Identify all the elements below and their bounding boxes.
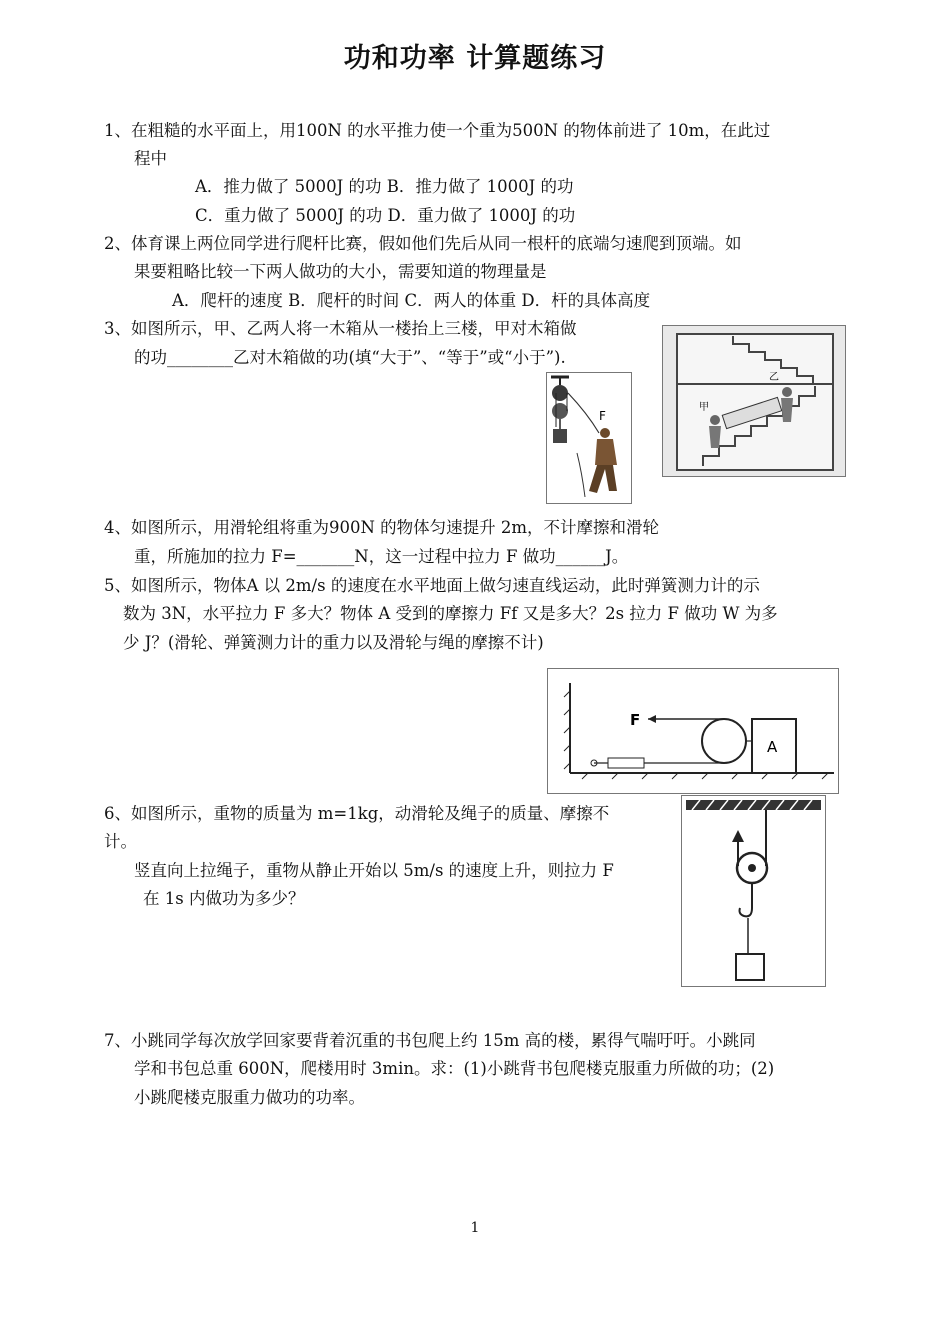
page-number: 1 — [470, 1220, 480, 1236]
q5-line3: 少 J？(滑轮、弹簧测力计的重力以及滑轮与绳的摩擦不计) — [123, 633, 544, 652]
staircase-figure — [662, 325, 846, 477]
q7-line3: 小跳爬楼克服重力做功的功率。 — [134, 1088, 365, 1107]
q1-options-cd: C．重力做了 5000J 的功 D．重力做了 1000J 的功 — [195, 206, 576, 225]
q2-line2: 果要粗略比较一下两人做功的大小，需要知道的物理量是 — [134, 262, 547, 281]
q2-line1: 2、体育课上两位同学进行爬杆比赛，假如他们先后从同一根杆的底端匀速爬到顶端。如 — [104, 234, 742, 253]
q6-line3: 竖直向上拉绳子，重物从静止开始以 5m/s 的速度上升，则拉力 F — [134, 861, 614, 880]
q7-line2: 学和书包总重 600N，爬楼用时 3min。求：(1)小跳背书包爬楼克服重力所做的功；(2) — [134, 1059, 775, 1078]
q3-yi-label: 乙 — [769, 372, 779, 383]
q4-line1: 4、如图所示，用滑轮组将重为900N 的物体匀速提升 2m，不计摩擦和滑轮 — [104, 518, 660, 537]
q3-jia-label: 甲 — [699, 402, 709, 413]
q4-force-label: F — [599, 409, 606, 423]
q2-options: A．爬杆的速度 B．爬杆的时间 C．两人的体重 D．杆的具体高度 — [172, 291, 651, 310]
horizontal-pulley-figure — [547, 668, 839, 794]
q6-line2: 计。 — [104, 832, 137, 851]
q7-line1: 7、小跳同学每次放学回家要背着沉重的书包爬上约 15m 高的楼，累得气喘吁吁。小跳同 — [104, 1031, 756, 1050]
q5-line2: 数为 3N，水平拉力 F 多大？物体 A 受到的摩擦力 Ff 又是多大？2s 拉力 F 做功 W 为多 — [123, 604, 778, 623]
q6-line4: 在 1s 内做功为多少？ — [143, 889, 305, 908]
q1-line2: 程中 — [134, 149, 167, 168]
q4-line2: 重，所施加的拉力 F=_______N，这一过程中拉力 F 做功______J。 — [134, 547, 629, 566]
q6-line1: 6、如图所示，重物的质量为 m=1kg，动滑轮及绳子的质量、摩擦不 — [104, 804, 610, 823]
pulley-puller-figure — [546, 372, 632, 504]
q5-line1: 5、如图所示，物体A 以 2m/s 的速度在水平地面上做匀速直线运动，此时弹簧测力计的示 — [104, 576, 760, 595]
q3-line2: 的功________乙对木箱做的功(填“大于”、“等于”或“小于”). — [134, 348, 566, 367]
q1-line1: 1、在粗糙的水平面上，用100N 的水平推力使一个重为500N 的物体前进了 10m，在此过 — [104, 121, 771, 140]
q5-force-label: F — [630, 711, 641, 729]
q1-options-ab: A．推力做了 5000J 的功 B．推力做了 1000J 的功 — [195, 177, 574, 196]
q3-line1: 3、如图所示，甲、乙两人将一木箱从一楼抬上三楼，甲对木箱做 — [104, 319, 577, 338]
page-title: 功和功率 计算题练习 — [343, 43, 607, 74]
q5-block-label: A — [767, 738, 778, 756]
movable-pulley-figure — [681, 795, 826, 987]
